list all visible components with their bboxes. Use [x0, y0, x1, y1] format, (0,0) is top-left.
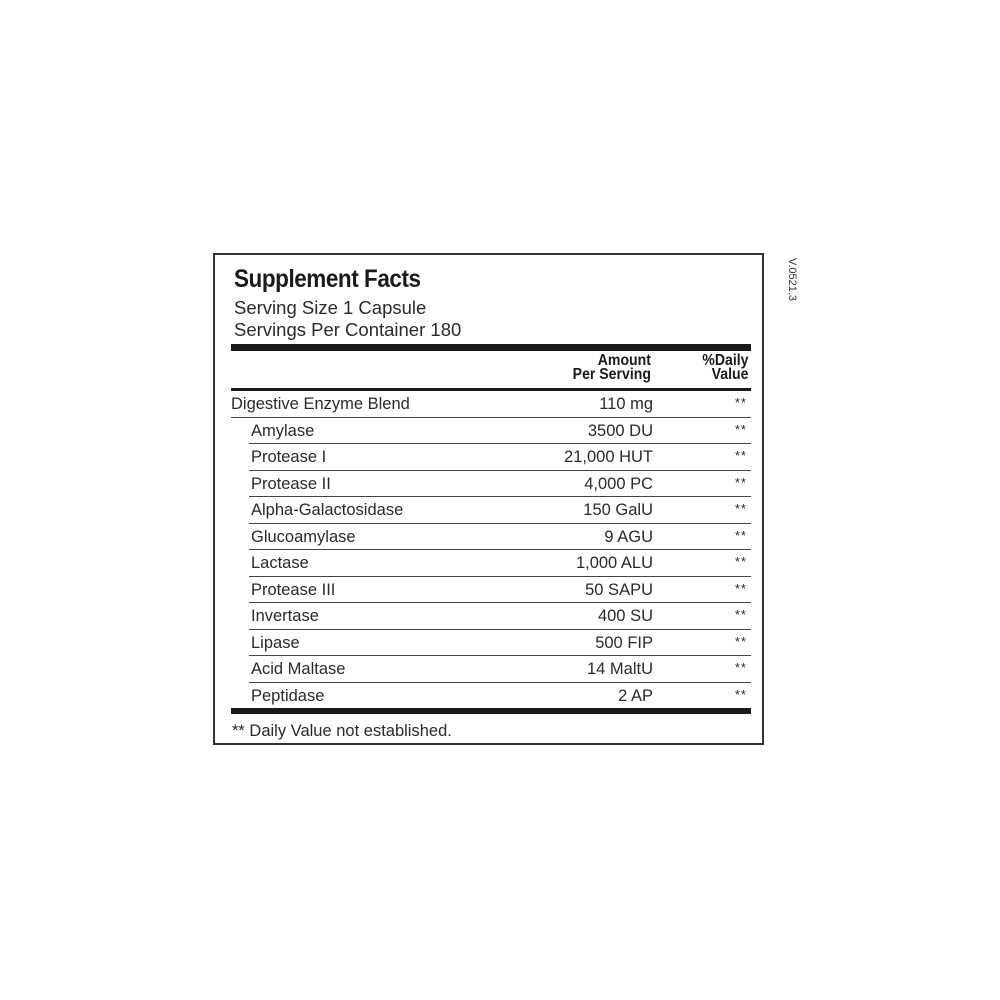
row-amount: 400 SU	[597, 607, 653, 625]
row-name: Peptidase	[251, 686, 325, 705]
row-amount: 50 SAPU	[585, 580, 653, 599]
row-amount: 150 GalU	[583, 501, 653, 519]
table-row	[231, 683, 751, 709]
amount-header-line2: Per Serving	[572, 366, 651, 383]
dv-header-line2: Value	[711, 366, 748, 383]
table-row	[231, 630, 751, 657]
row-amount: 1,000 ALU	[575, 554, 653, 572]
row-name: Digestive Enzyme Blend	[231, 395, 410, 413]
row-amount: 500 FIP	[595, 633, 653, 652]
amount-per-serving-header	[573, 354, 651, 382]
row-daily-value: **	[734, 474, 747, 490]
servings-per-container: Servings Per Container 180	[234, 319, 462, 340]
row-amount: 3500 DU	[587, 421, 653, 440]
bottom-thick-rule	[231, 708, 751, 714]
row-name: Invertase	[251, 607, 319, 625]
row-daily-value: **	[734, 607, 747, 622]
table-row	[231, 418, 751, 445]
table-row	[231, 656, 751, 683]
daily-value-header	[702, 354, 748, 382]
row-amount: 4,000 PC	[584, 474, 653, 493]
row-name: Lactase	[251, 554, 309, 572]
table-row	[231, 550, 751, 577]
row-name: Protease II	[251, 474, 331, 493]
version-code: V.0521.3	[786, 258, 798, 302]
row-daily-value: **	[734, 501, 747, 516]
row-name: Acid Maltase	[251, 660, 346, 678]
top-thick-rule	[231, 344, 751, 351]
table-row	[231, 497, 751, 524]
row-amount: 14 MaltU	[586, 660, 653, 678]
row-daily-value: **	[734, 686, 747, 702]
row-daily-value: **	[734, 660, 747, 675]
table-row	[231, 524, 751, 551]
row-daily-value: **	[734, 527, 747, 543]
amount-header-line1: Amount	[597, 352, 651, 369]
row-daily-value: **	[734, 395, 747, 410]
row-daily-value: **	[734, 448, 747, 463]
row-name: Protease III	[251, 580, 336, 599]
row-daily-value: **	[734, 554, 747, 569]
nutrient-table	[231, 391, 751, 708]
table-row	[231, 391, 751, 418]
serving-size: Serving Size 1 Capsule	[234, 297, 427, 318]
row-amount: 110 mg	[599, 395, 653, 413]
supplement-facts-panel	[213, 253, 764, 745]
row-amount: 2 AP	[618, 686, 653, 705]
row-daily-value: **	[734, 633, 747, 649]
row-name: Lipase	[251, 633, 300, 652]
row-amount: 9 AGU	[604, 527, 653, 546]
row-amount: 21,000 HUT	[564, 448, 653, 466]
table-row	[231, 577, 751, 604]
table-row	[231, 471, 751, 498]
row-name: Glucoamylase	[251, 527, 356, 546]
row-name: Amylase	[251, 421, 315, 440]
table-row	[231, 444, 751, 471]
row-name: Alpha-Galactosidase	[251, 501, 404, 519]
panel-title: Supplement Facts	[234, 265, 421, 293]
table-row	[231, 603, 751, 630]
row-name: Protease I	[251, 448, 327, 466]
row-daily-value: **	[734, 421, 747, 437]
version-code-wrap	[786, 258, 810, 308]
row-daily-value: **	[734, 580, 747, 596]
footnote: ** Daily Value not established.	[232, 722, 452, 740]
dv-header-line1: %Daily	[701, 352, 748, 369]
